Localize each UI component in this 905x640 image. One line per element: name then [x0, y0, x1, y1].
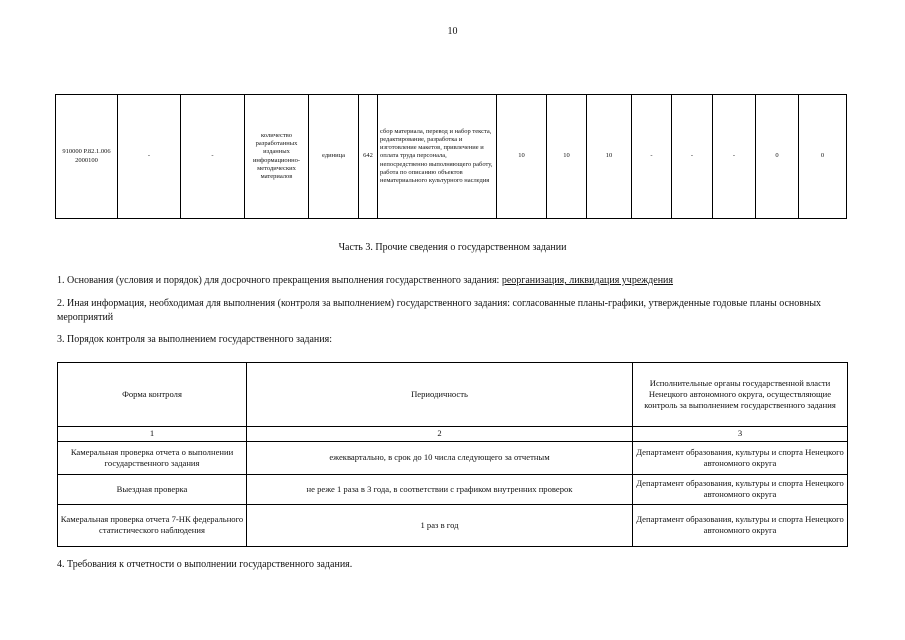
header-row	[58, 363, 848, 427]
column-number-3: 3	[633, 426, 848, 441]
table-row	[58, 442, 848, 475]
indicator-table	[55, 94, 847, 219]
deviation-absolute-cell: 0	[799, 95, 847, 219]
control-form-cell: Выездная проверка	[58, 475, 247, 505]
column-number-2: 2	[247, 426, 633, 441]
content-cell-2: -	[181, 95, 245, 219]
number-row	[58, 426, 848, 441]
authority-cell: Департамент образования, культуры и спорта Ненецкого автономного округа	[633, 442, 848, 475]
registry-code-cell: 910000 Р.82.1.006 2000100	[56, 95, 118, 219]
fee-year-2-cell: -	[672, 95, 713, 219]
authority-cell: Департамент образования, культуры и спорта Ненецкого автономного округа	[633, 504, 848, 546]
table-row	[58, 504, 848, 546]
control-form-cell: Камеральная проверка отчета 7-НК федерального статистического наблюдения	[58, 504, 247, 546]
indicator-row	[56, 95, 847, 219]
authority-cell: Департамент образования, культуры и спорта Ненецкого автономного округа	[633, 475, 848, 505]
column-number-1: 1	[58, 426, 247, 441]
paragraph-4: 4. Требования к отчетности о выполнении государственного задания.	[57, 559, 353, 570]
work-description-cell: сбор материала, перевод и набор текста, редактирование, разработка и изготовление макетов, привлечение и оплата труда персонала, непосредственно выполняющего работу, работа по описанию объектов нематериального культурного наследия	[378, 95, 497, 219]
fee-year-3-cell: -	[713, 95, 756, 219]
paragraph-1-text: 1. Основания (условия и порядок) для досрочного прекращения выполнения государственного задания:	[57, 275, 502, 286]
unit-code-cell: 642	[359, 95, 378, 219]
section-title: Часть 3. Прочие сведения о государственном задании	[338, 242, 567, 253]
header-authorities: Исполнительные органы государственной власти Ненецкого автономного округа, осуществляющие контроль за выполнением государственного задания	[633, 363, 848, 427]
indicator-name-cell: количество разработанных изданных информационно-методических материалов	[245, 95, 309, 219]
paragraph-1-underlined: реорганизация, ликвидация учреждения	[501, 275, 674, 286]
deviation-percent-cell: 0	[756, 95, 799, 219]
control-table	[57, 362, 848, 547]
control-form-cell: Камеральная проверка отчета о выполнении государственного задания	[58, 442, 247, 475]
paragraph-3: 3. Порядок контроля за выполнением государственного задания:	[57, 334, 332, 345]
unit-name-cell: единица	[309, 95, 359, 219]
header-periodicity: Периодичность	[247, 363, 633, 427]
periodicity-cell: 1 раз в год	[247, 504, 633, 546]
periodicity-cell: не реже 1 раза в 3 года, в соответствии с графиком внутренних проверок	[247, 475, 633, 505]
page-number: 10	[447, 26, 458, 37]
content-cell-1: -	[118, 95, 181, 219]
fee-year-1-cell: -	[632, 95, 672, 219]
value-year-1-cell: 10	[497, 95, 547, 219]
paragraph-1	[57, 274, 847, 288]
value-year-2-cell: 10	[547, 95, 587, 219]
value-year-3-cell: 10	[587, 95, 632, 219]
header-control-form: Форма контроля	[58, 363, 247, 427]
table-row	[58, 475, 848, 505]
paragraph-2: 2. Иная информация, необходимая для выполнения (контроля за выполнением) государственного задания: согласованные планы-графики, утвержденные годовые планы основных мероприятий	[57, 298, 822, 323]
periodicity-cell: ежеквартально, в срок до 10 числа следующего за отчетным	[247, 442, 633, 475]
